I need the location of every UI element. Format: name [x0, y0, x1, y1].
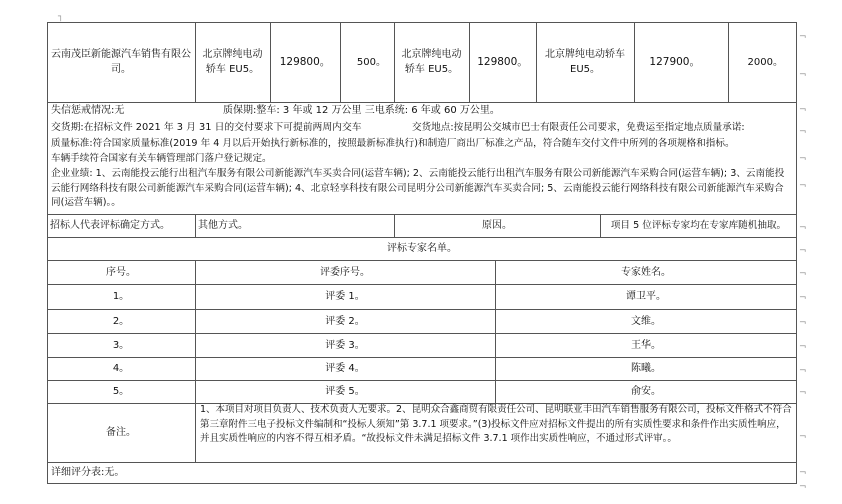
judge-number: 评委 2。 — [325, 315, 365, 327]
corner-mark: ┐ — [58, 12, 64, 22]
judge-number: 评委 4。 — [325, 363, 365, 374]
row-end-mark: ¬ — [799, 293, 807, 303]
row-end-mark: ¬ — [799, 342, 807, 352]
vehicle-model: 北京牌纯电动轿车 EU5。 — [401, 49, 462, 75]
enterprise-performance: 企业业绩: 1、云南能投云能行出租汽车服务有限公司新能源汽车买卖合同(运营车辆); 2、云南能投云能行出租汽车服务有限公司新能源汽车采购合同(运营车辆); 3、云南能投云能行网络科技有限公司新能源汽车采购合同(运营车辆); 4、北京轻享科技有限公司昆明分公司新能源汽车买卖合同; 5、云南能投云能行网络科技有限公司新能源汽车采购合同(运营车辆)。。 — [51, 168, 785, 208]
judge-number: 评委 3。 — [325, 339, 365, 351]
table-rule — [195, 403, 196, 462]
row-number: 1。 — [112, 291, 130, 302]
unit-price: 127900。 — [649, 55, 700, 68]
method-value: 其他方式。 — [198, 220, 248, 231]
method-label: 招标人代表评标确定方式。 — [50, 220, 170, 231]
quantity: 2000。 — [747, 56, 783, 68]
column-header: 序号。 — [106, 266, 136, 278]
row-end-mark: ¬ — [799, 105, 807, 115]
row-number: 2。 — [112, 315, 130, 327]
reason-label: 原因。 — [482, 220, 512, 231]
column-header: 评委序号。 — [320, 266, 370, 278]
expert-name: 俞安。 — [631, 386, 661, 397]
row-number: 4。 — [112, 363, 130, 374]
row-end-mark: ¬ — [799, 32, 807, 42]
vehicle-registration: 车辆手续符合国家有关车辆管理部门落户登记规定。 — [51, 153, 272, 164]
warranty-period: 质保期:整车: 3 年或 12 万公里 三电系统: 6 年或 60 万公里。 — [223, 105, 500, 116]
delivery-period: 交货期:在招标文件 2021 年 3 月 31 日的交付要求下可提前两周内交车 — [51, 122, 362, 133]
judge-number: 评委 5。 — [325, 386, 365, 397]
quality-standard: 质量标准:符合国家质量标准(2019 年 4 月以后开始执行新标准的，按照最新标准执行)和制造厂商出厂标准之产品，符合随车交付文件中所列的各项规格和指标。 — [51, 138, 735, 149]
row-number: 3。 — [112, 339, 130, 351]
row-end-mark: ¬ — [799, 468, 807, 478]
row-end-mark: ¬ — [799, 318, 807, 328]
row-end-mark: ¬ — [799, 366, 807, 376]
expert-name: 王华。 — [631, 339, 661, 351]
row-end-mark: ¬ — [799, 70, 807, 80]
vehicle-model: 北京牌纯电动轿车 EU5。 — [202, 49, 263, 75]
judge-number: 评委 1。 — [325, 291, 365, 302]
row-end-mark: ¬ — [799, 269, 807, 279]
row-end-mark: ¬ — [799, 432, 807, 442]
row-number: 5。 — [112, 386, 130, 397]
row-end-mark: ¬ — [799, 246, 807, 256]
reason-value: 项目 5 位评标专家均在专家库随机抽取。 — [610, 220, 787, 231]
vehicle-model: 北京牌纯电动轿车 EU5。 — [545, 49, 625, 75]
table-rule — [47, 102, 797, 103]
table-rule — [47, 462, 797, 463]
row-end-mark: ¬ — [799, 223, 807, 233]
row-end-mark: ¬ — [799, 388, 807, 398]
quantity: 500。 — [356, 56, 386, 68]
expert-name: 文维。 — [631, 315, 661, 327]
remarks-label: 备注。 — [106, 427, 136, 438]
row-end-mark: ¬ — [799, 154, 807, 164]
row-end-mark: ¬ — [799, 127, 807, 137]
unit-price: 129800。 — [279, 55, 331, 68]
remarks-text: 1、本项目对项目负责人、技术负责人无要求。2、昆明众合鑫商贸有限责任公司、昆明联亚丰田汽车销售服务有限公司，投标文件格式不符合第三章附件三电子投标文件编制和“投标人须知”第 3.7.1 项要求。”(3)投标文件应对招标文件提出的所有实质性要求和条件作出实质性响应，并且实质性响应的内容不得互相矛盾。“故投标文件未满足招标文件 3.7.1 项作出实质性响应，不通过形式评审。。 — [200, 404, 792, 444]
row-end-mark: ¬ — [799, 482, 807, 492]
expert-name: 陈曦。 — [631, 363, 661, 374]
detailed-scoring: 详细评分表:无。 — [51, 467, 125, 478]
expert-list-title: 评标专家名单。 — [387, 243, 457, 254]
unit-price: 129800。 — [477, 55, 528, 68]
expert-name: 谭卫平。 — [626, 291, 666, 302]
row-end-mark: ¬ — [799, 181, 807, 191]
column-header: 专家姓名。 — [621, 266, 671, 278]
dishonest-status: 失信惩戒情况:无 — [51, 105, 125, 116]
delivery-place: 交货地点:按昆明公交城市巴士有限责任公司要求，免费运至指定地点质量承诺: — [412, 122, 745, 133]
company-name: 云南茂臣新能源汽车销售有限公司。 — [51, 49, 191, 75]
